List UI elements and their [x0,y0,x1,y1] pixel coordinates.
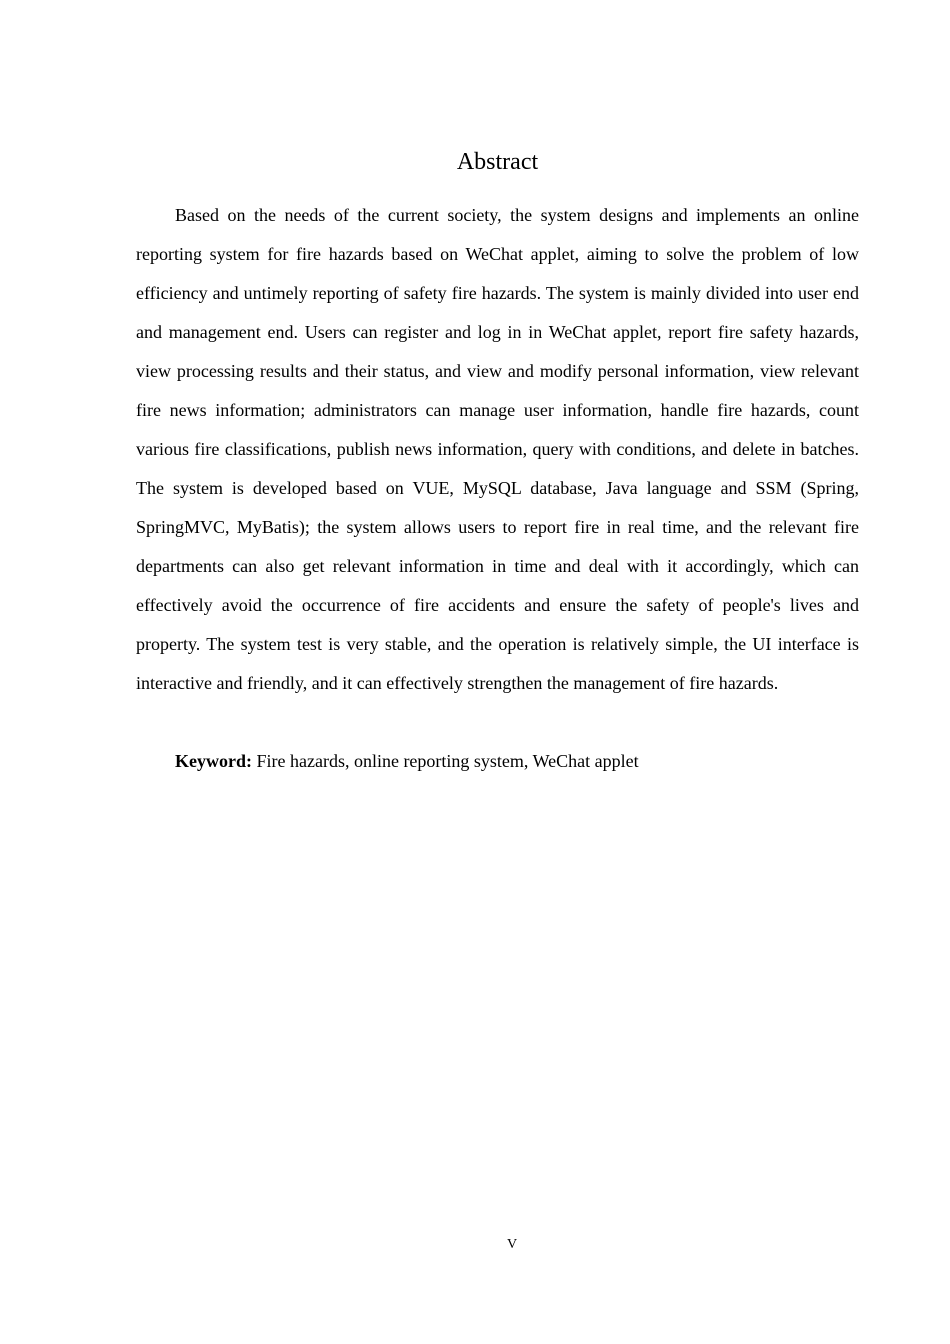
keyword-line [136,742,859,780]
keyword-label: Keyword: [175,751,252,771]
abstract-body: Based on the needs of the current society, the system designs and implements an online reporting system for fire hazards based on WeChat applet, aiming to solve the problem of low efficiency and untimely reporting of safety fire hazards. The system is mainly divided into user end and management end. Users can register and log in in WeChat applet, report fire safety hazards, view processing results and their status, and view and modify personal information, view relevant fire news information; administrators can manage user information, handle fire hazards, count various fire classifications, publish news information, query with conditions, and delete in batches. The system is developed based on VUE, MySQL database, Java language and SSM (Spring, SpringMVC, MyBatis); the system allows users to report fire in real time, and the relevant fire departments can also get relevant information in time and deal with it accordingly, which can effectively avoid the occurrence of fire accidents and ensure the safety of people's lives and property. The system test is very stable, and the operation is relatively simple, the UI interface is interactive and friendly, and it can effectively strengthen the management of fire hazards. [136,205,859,693]
abstract-title: Abstract [456,149,539,175]
page-number: V [506,1237,518,1252]
keyword-values: Fire hazards, online reporting system, WeChat applet [251,751,639,771]
